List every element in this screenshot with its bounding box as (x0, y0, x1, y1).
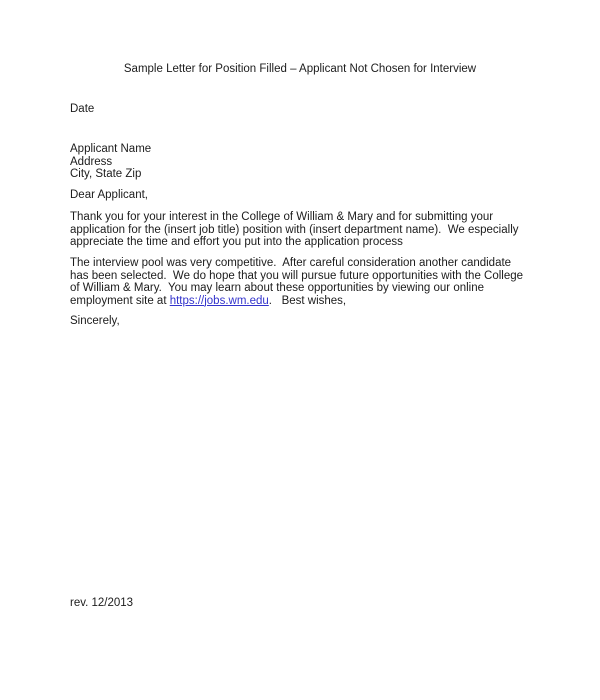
revision-footer: rev. 12/2013 (70, 597, 134, 609)
recipient-address: Address (70, 155, 113, 168)
jobs-site-link[interactable]: https://jobs.wm.edu (169, 294, 269, 307)
closing: Sincerely, (70, 315, 120, 327)
paragraph-2-text: The interview pool was very competitive. After careful consideration another candidate has been selected. We do hope that you will pursue future opportunities with the College of William & Mary. You may learn about these opportunities by viewing our online employment site at (70, 257, 527, 307)
body-paragraph-1: Thank you for your interest in the College of William & Mary and for submitting your application for the (insert job title) position with (insert department name). We especially appreciate the time and effort you put into the application process (70, 211, 522, 248)
date-placeholder: Date (70, 103, 95, 115)
recipient-block (70, 143, 532, 181)
paragraph-2-text-after-link: . Best wishes, (268, 294, 347, 307)
recipient-name: Applicant Name (70, 143, 152, 155)
salutation: Dear Applicant, (70, 189, 148, 201)
recipient-city-state-zip: City, State Zip (70, 168, 142, 180)
letter-title: Sample Letter for Position Filled – Applicant Not Chosen for Interview (123, 63, 477, 75)
body-paragraph-2 (70, 257, 532, 307)
